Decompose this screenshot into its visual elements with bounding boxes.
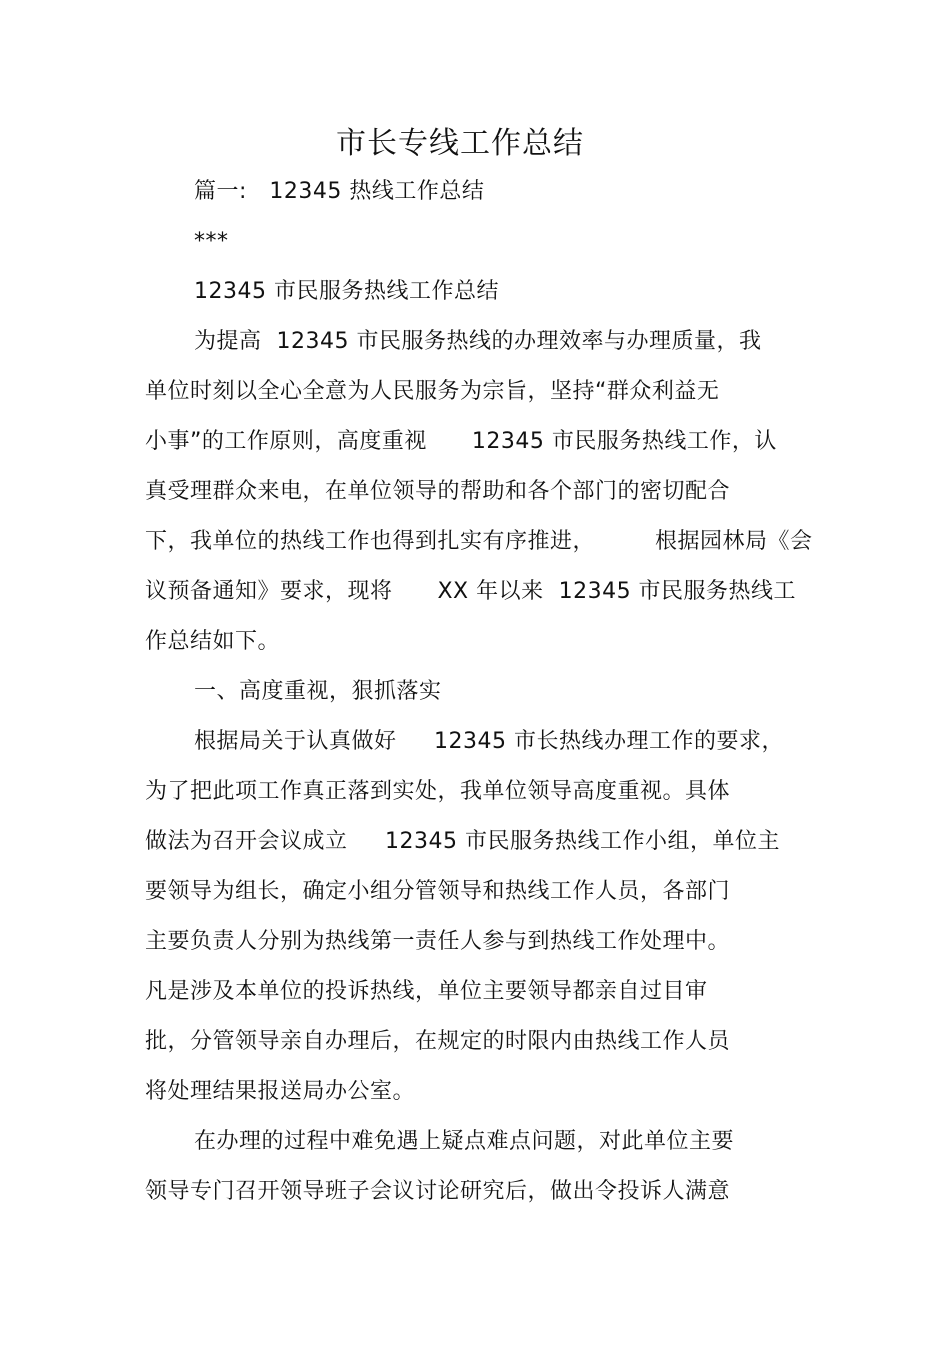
paragraph-line: 为了把此项工作真正落到实处，我单位领导高度重视。具体 [145,779,731,804]
paragraph-line: 在办理的过程中难免遇上疑点难点问题，对此单位主要 [194,1129,735,1154]
paragraph-line: 作总结如下。 [145,629,281,654]
paragraph-line: 主要负责人分别为热线第一责任人参与到热线工作处理中。 [145,929,731,954]
paragraph-line: 批，分管领导亲自办理后，在规定的时限内由热线工作人员 [145,1029,731,1054]
section-heading: 12345 市民服务热线工作总结 [194,279,499,304]
paragraph-line: 领导专门召开领导班子会议讨论研究后，做出令投诉人满意 [145,1179,731,1204]
paragraph-line: 根据局关于认真做好 12345 市长热线办理工作的要求， [194,729,784,754]
section-heading: 一、高度重视，狠抓落实 [194,679,442,704]
paragraph-line: 下，我单位的热线工作也得到扎实有序推进， 根据园林局《会 [145,529,813,554]
document-title: 市长专线工作总结 [336,126,584,161]
separator-line: *** [194,229,229,254]
paragraph-line: 将处理结果报送局办公室。 [145,1079,416,1104]
paragraph-line: 真受理群众来电，在单位领导的帮助和各个部门的密切配合 [145,479,731,504]
paragraph-line: 做法为召开会议成立 12345 市民服务热线工作小组，单位主 [145,829,780,854]
paragraph-line: 单位时刻以全心全意为人民服务为宗旨，坚持“群众利益无 [145,379,720,404]
paragraph-line: 为提高 12345 市民服务热线的办理效率与办理质量，我 [194,329,762,354]
subtitle-line: 篇一: 12345 热线工作总结 [194,179,485,204]
paragraph-line: 凡是涉及本单位的投诉热线，单位主要领导都亲自过目审 [145,979,708,1004]
paragraph-line: 小事”的工作原则，高度重视 12345 市民服务热线工作，认 [145,429,777,454]
paragraph-line: 要领导为组长，确定小组分管领导和热线工作人员，各部门 [145,879,731,904]
paragraph-line: 议预备通知》要求，现将 XX 年以来 12345 市民服务热线工 [145,579,797,604]
